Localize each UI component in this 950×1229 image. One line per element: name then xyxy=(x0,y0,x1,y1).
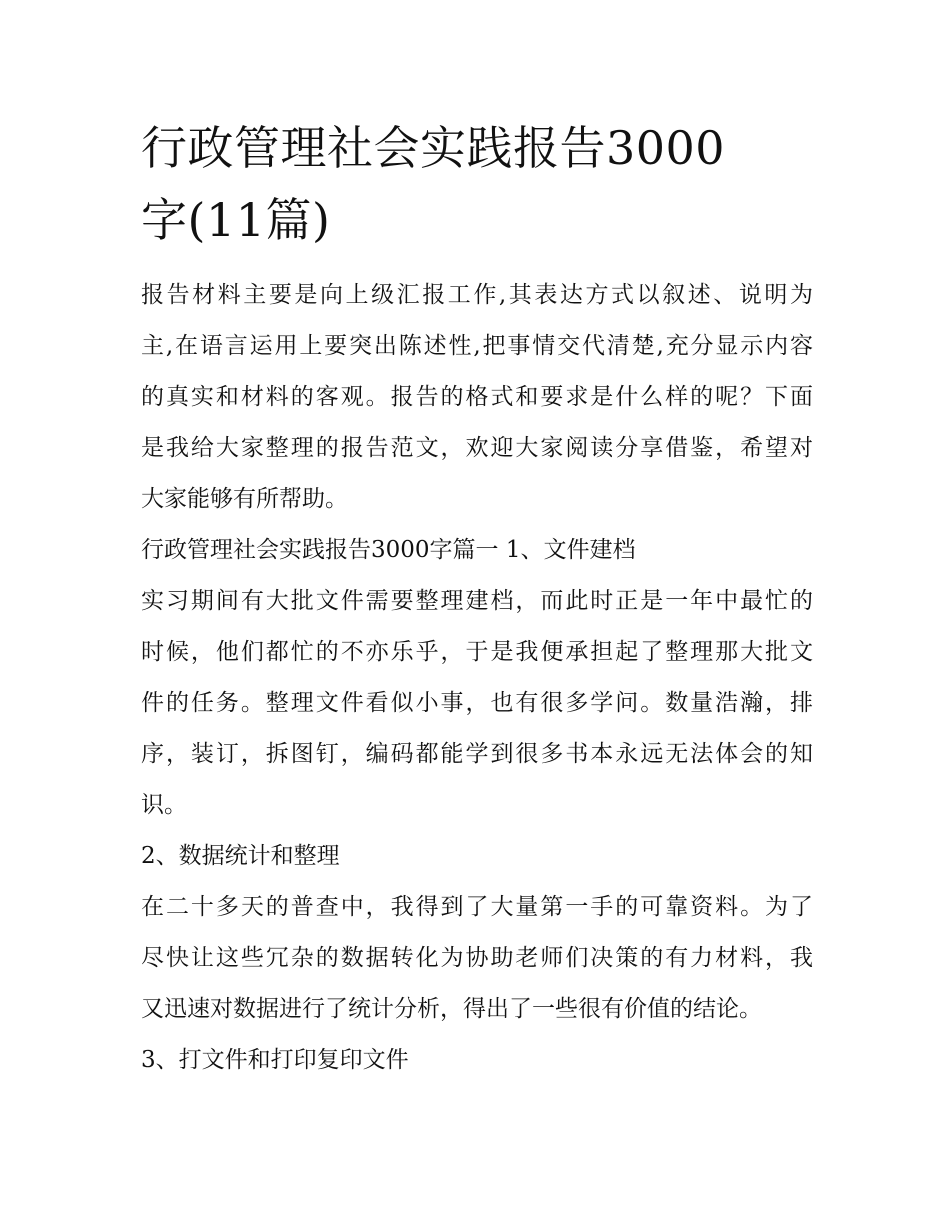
paragraph-line: 的真实和材料的客观。报告的格式和要求是什么样的呢？下面 xyxy=(141,384,813,410)
document-page xyxy=(141,112,813,1086)
paragraph-line: 件的任务。整理文件看似小事，也有很多学问。数量浩瀚，排 xyxy=(141,690,813,716)
document-title xyxy=(141,112,813,256)
paragraph-line: 序，装订，拆图钉，编码都能学到很多书本永远无法体会的知 xyxy=(141,741,813,767)
section-3-heading: 3、打文件和打印复印文件 xyxy=(141,1047,409,1073)
title-line: 字(11篇) xyxy=(141,193,331,247)
paragraph-line: 尽快让这些冗杂的数据转化为协助老师们决策的有力材料，我 xyxy=(141,945,813,971)
paragraph-line: 在二十多天的普查中，我得到了大量第一手的可靠资料。为了 xyxy=(141,894,813,920)
section-2-paragraph xyxy=(141,882,813,1035)
paragraph-line: 识。 xyxy=(141,792,187,818)
paragraph-line: 报告材料主要是向上级汇报工作,其表达方式以叙述、说明为 xyxy=(141,282,813,308)
paragraph-line: 又迅速对数据进行了统计分析，得出了一些很有价值的结论。 xyxy=(141,996,762,1022)
section-1-paragraph xyxy=(141,576,813,831)
intro-paragraph xyxy=(141,270,813,525)
section-1-heading: 行政管理社会实践报告3000字篇一 1、文件建档 xyxy=(141,537,636,563)
paragraph-line: 实习期间有大批文件需要整理建档，而此时正是一年中最忙的 xyxy=(141,588,813,614)
paragraph-line: 主,在语言运用上要突出陈述性,把事情交代清楚,充分显示内容 xyxy=(141,333,813,359)
title-line: 行政管理社会实践报告3000 xyxy=(141,121,726,175)
paragraph-line: 时候，他们都忙的不亦乐乎，于是我便承担起了整理那大批文 xyxy=(141,639,813,665)
section-2-heading: 2、数据统计和整理 xyxy=(141,843,340,869)
paragraph-line: 是我给大家整理的报告范文，欢迎大家阅读分享借鉴，希望对 xyxy=(141,435,813,461)
paragraph-line: 大家能够有所帮助。 xyxy=(141,486,348,512)
